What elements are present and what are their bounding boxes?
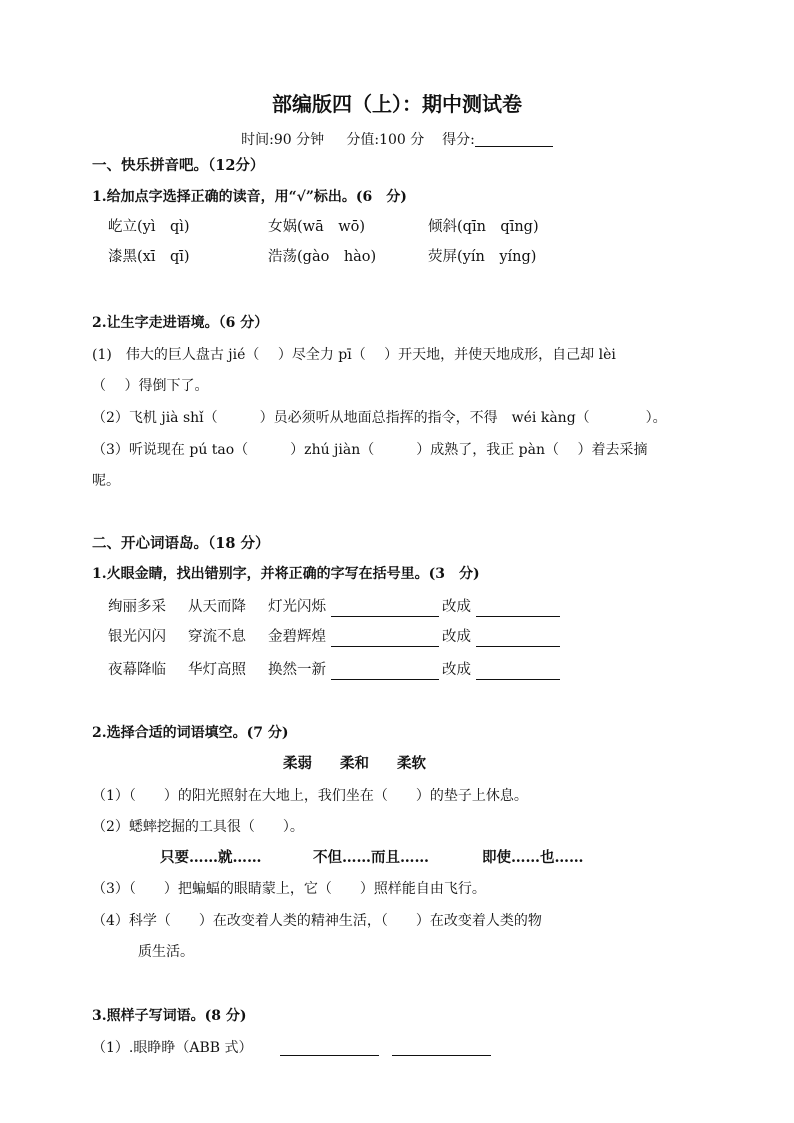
choice-word: 柔弱	[283, 755, 312, 772]
answer-blank[interactable]	[331, 663, 439, 680]
change-label: 改成	[442, 662, 471, 678]
choice-word: 柔和	[340, 755, 369, 772]
q2-line-5: 呢。	[92, 473, 120, 489]
grade-blank[interactable]	[475, 130, 553, 147]
pinyin-item: 倾斜(qīn qīng)	[428, 219, 539, 235]
q2b-line-4: （4）科学（ ）在改变着人类的精神生活，（ ）在改变着人类的物	[92, 913, 542, 929]
part2-q3-title: 3.照样子写词语。(8 分)	[92, 1008, 247, 1024]
word-item: 夜幕降临	[108, 662, 166, 678]
change-label: 改成	[442, 599, 471, 615]
pinyin-item: 浩荡(gào hào)	[268, 249, 377, 265]
part1-q2-title: 2.让生字走进语境。（6 分）	[92, 315, 269, 331]
exam-title: 部编版四（上）：期中测试卷	[272, 92, 522, 116]
part1-heading: 一、快乐拼音吧。（12分）	[92, 157, 265, 174]
q2b-line-5: 质生活。	[138, 944, 194, 960]
change-label: 改成	[442, 629, 471, 645]
answer-blank[interactable]	[476, 600, 560, 617]
exam-meta	[0, 130, 794, 150]
answer-blank[interactable]	[331, 630, 439, 647]
time-label: 时间:90 分钟	[241, 132, 325, 148]
q2b-line-2: （2）蟋蟀挖掘的工具很（ ）。	[92, 819, 304, 835]
conjunction-option: 不但……而且……	[313, 849, 429, 866]
q2-line-2: （ ）得倒下了。	[92, 378, 209, 394]
q2-line-4: （3）听说现在 pú tao（ ）zhú jiàn（ ）成熟了，我正 pàn（ ）着去采摘	[92, 442, 648, 458]
pinyin-item: 漆黑(xī qī)	[108, 249, 190, 265]
conjunction-option: 只要……就……	[160, 849, 262, 866]
pinyin-item: 女娲(wā wō)	[268, 219, 366, 235]
part1-q1-title: 1.给加点字选择正确的读音，用“√”标出。(6 分)	[92, 189, 407, 205]
answer-blank[interactable]	[476, 630, 560, 647]
pinyin-item: 屹立(yì qì)	[108, 219, 190, 235]
word-item: 灯光闪烁	[268, 599, 326, 615]
answer-blank[interactable]	[476, 663, 560, 680]
word-item: 华灯高照	[188, 662, 246, 678]
q2-line-1: (1) 伟大的巨人盘古 jié（ ）尽全力 pī（ ）开天地，并使天地成形，自己却 lèi	[92, 347, 616, 363]
grade-label: 得分:	[442, 132, 475, 148]
word-item: 金碧辉煌	[268, 629, 326, 645]
conjunction-option: 即使……也……	[482, 849, 584, 866]
score-label: 分值:100 分	[346, 132, 425, 148]
word-item: 银光闪闪	[108, 629, 166, 645]
pinyin-item: 荧屏(yín yíng)	[428, 249, 537, 265]
q2b-line-3: （3）（ ）把蝙蝠的眼睛蒙上，它（ ）照样能自由飞行。	[92, 881, 486, 897]
part2-q2-title: 2.选择合适的词语填空。(7 分)	[92, 725, 289, 741]
answer-blank[interactable]	[280, 1039, 379, 1056]
q2-line-3: （2）飞机 jià shǐ（ ）员必须听从地面总指挥的指令，不得 wéi kàng（ ）。	[92, 410, 667, 426]
answer-blank[interactable]	[392, 1039, 491, 1056]
word-item: 换然一新	[268, 662, 326, 678]
word-item: 穿流不息	[188, 629, 246, 645]
answer-blank[interactable]	[331, 600, 439, 617]
q3-line-1-text: （1）.眼睁睁（ABB 式）	[92, 1040, 253, 1056]
part2-heading: 二、开心词语岛。（18 分）	[92, 535, 270, 552]
q3-line-1	[92, 1038, 253, 1058]
choice-word: 柔软	[397, 755, 426, 772]
word-item: 绚丽多采	[108, 599, 166, 615]
q2b-line-1: （1）（ ）的阳光照射在大地上，我们坐在（ ）的垫子上休息。	[92, 788, 528, 804]
word-item: 从天而降	[188, 599, 246, 615]
part2-q1-title: 1.火眼金睛，找出错别字，并将正确的字写在括号里。(3 分)	[92, 566, 480, 582]
